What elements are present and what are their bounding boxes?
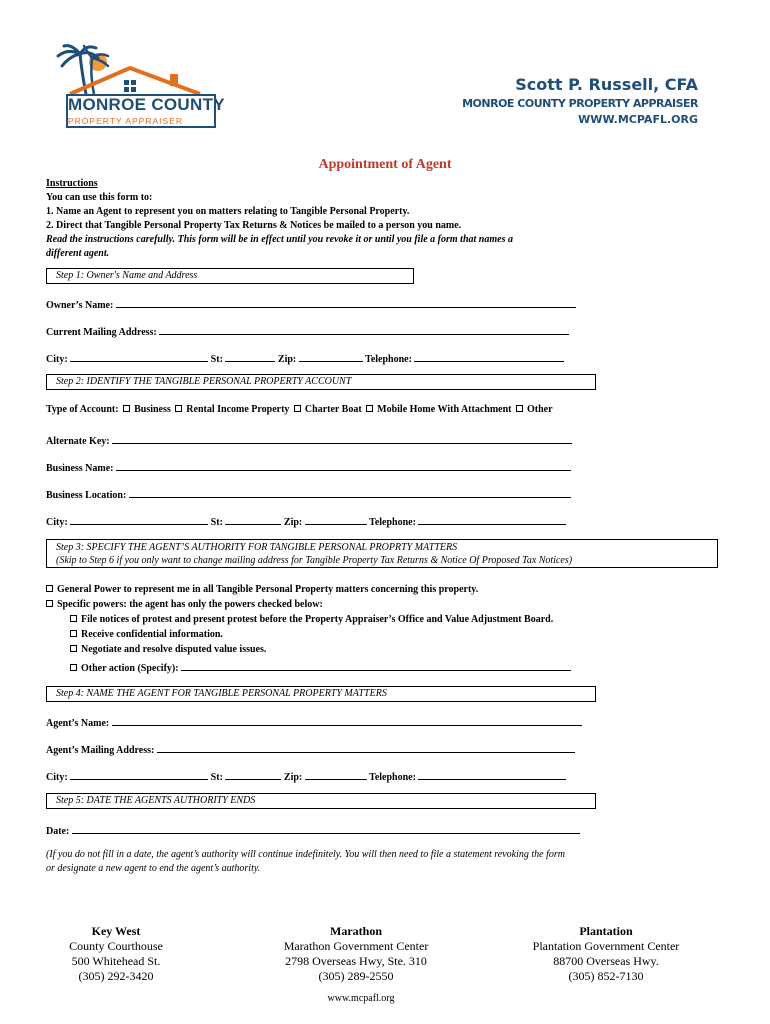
agent-name-label: Agent’s Name: bbox=[46, 718, 110, 729]
agent-name-row bbox=[46, 714, 582, 729]
telephone-label: Telephone: bbox=[369, 517, 416, 528]
instructions-line: 1. Name an Agent to represent you on matters relating to Tangible Personal Property. bbox=[46, 206, 410, 217]
date-label: Date: bbox=[46, 826, 70, 837]
step5-note-line: (If you do not fill in a date, the agent’s authority will continue indefinitely. You will then need to file a statement revoking the form bbox=[46, 849, 566, 860]
step2-city-row bbox=[46, 513, 566, 528]
other-option: Other bbox=[527, 404, 553, 415]
mailing-address-row bbox=[46, 323, 569, 338]
business-name-row bbox=[46, 459, 571, 474]
office-phone: (305) 292-3420 bbox=[78, 969, 154, 983]
office-line: 500 Whitehead St. bbox=[71, 954, 161, 968]
protest-checkbox[interactable] bbox=[70, 615, 77, 622]
telephone-label: Telephone: bbox=[369, 772, 416, 783]
general-power-checkbox[interactable] bbox=[46, 585, 53, 592]
mobile-home-checkbox[interactable] bbox=[366, 405, 373, 412]
step4-city-row bbox=[46, 768, 566, 783]
step5-note-line: or designate a new agent to end the agent’s authority. bbox=[46, 863, 261, 874]
step5-note bbox=[46, 848, 736, 876]
confidential-label: Receive confidential information. bbox=[81, 629, 223, 640]
office-phone: (305) 289-2550 bbox=[318, 969, 394, 983]
form-title: Appointment of Agent bbox=[318, 157, 452, 172]
specific-powers-row bbox=[46, 599, 323, 610]
power-protest-row bbox=[70, 614, 553, 625]
mailing-address-field[interactable] bbox=[159, 323, 569, 335]
power-confidential-row bbox=[70, 629, 223, 640]
account-type-row bbox=[46, 404, 553, 415]
city-label: City: bbox=[46, 354, 68, 365]
office-line: County Courthouse bbox=[69, 939, 163, 953]
agent-address-field[interactable] bbox=[157, 741, 575, 753]
state-label: St: bbox=[210, 354, 223, 365]
protest-label: File notices of protest and present protest before the Property Appraiser’s Office and Value Adjustment Board. bbox=[81, 614, 554, 625]
owner-name-field[interactable] bbox=[116, 296, 576, 308]
agent-address-label: Agent’s Mailing Address: bbox=[46, 745, 155, 756]
instructions-heading: Instructions bbox=[46, 178, 98, 189]
business-name-field[interactable] bbox=[116, 459, 571, 471]
agent-name-field[interactable] bbox=[112, 714, 582, 726]
charter-boat-option: Charter Boat bbox=[304, 404, 362, 415]
rental-income-checkbox[interactable] bbox=[175, 405, 182, 412]
telephone-field[interactable] bbox=[418, 513, 566, 525]
other-checkbox[interactable] bbox=[516, 405, 523, 412]
power-other-row bbox=[70, 659, 571, 674]
business-location-label: Business Location: bbox=[46, 490, 127, 501]
telephone-label: Telephone: bbox=[365, 354, 412, 365]
mailing-address-label: Current Mailing Address: bbox=[46, 327, 157, 338]
telephone-field[interactable] bbox=[418, 768, 566, 780]
state-label: St: bbox=[210, 772, 223, 783]
logo-name: MONROE COUNTY bbox=[68, 95, 225, 114]
office-line: Plantation Government Center bbox=[532, 939, 680, 953]
city-label: City: bbox=[46, 517, 68, 528]
agent-address-row bbox=[46, 741, 575, 756]
city-field[interactable] bbox=[70, 513, 208, 525]
city-field[interactable] bbox=[70, 350, 208, 362]
step3-subtitle: (Skip to Step 6 if you only want to change mailing address for Tangible Property Tax Returns & Notice Of Proposed Tax Notices) bbox=[56, 555, 573, 566]
mobile-home-option: Mobile Home With Attachment bbox=[377, 404, 512, 415]
business-location-field[interactable] bbox=[129, 486, 571, 498]
appraiser-title: MONROE COUNTY PROPERTY APPRAISER bbox=[462, 97, 698, 110]
other-action-label: Other action (Specify): bbox=[81, 663, 179, 674]
business-name-label: Business Name: bbox=[46, 463, 114, 474]
business-location-row bbox=[46, 486, 571, 501]
step5-header: Step 5: DATE THE AGENTS AUTHORITY ENDS bbox=[46, 793, 596, 809]
office-city: Marathon bbox=[330, 924, 382, 938]
alternate-key-field[interactable] bbox=[112, 432, 572, 444]
zip-field[interactable] bbox=[305, 513, 367, 525]
charter-boat-checkbox[interactable] bbox=[294, 405, 301, 412]
date-row bbox=[46, 822, 580, 837]
general-power-label: General Power to represent me in all Tangible Personal Property matters concerning this property. bbox=[57, 584, 479, 595]
logo-subtitle: PROPERTY APPRAISER bbox=[68, 116, 183, 126]
instructions-line: You can use this form to: bbox=[46, 192, 153, 203]
zip-label: Zip: bbox=[283, 517, 303, 528]
step1-header: Step 1: Owner's Name and Address bbox=[46, 268, 414, 284]
alternate-key-row bbox=[46, 432, 572, 447]
office-line: Marathon Government Center bbox=[283, 939, 429, 953]
zip-label: Zip: bbox=[277, 354, 297, 365]
confidential-checkbox[interactable] bbox=[70, 630, 77, 637]
header-website-link[interactable]: WWW.MCPAFL.ORG bbox=[578, 113, 698, 126]
owner-name-row bbox=[46, 296, 576, 311]
other-action-field[interactable] bbox=[181, 659, 571, 671]
telephone-field[interactable] bbox=[414, 350, 564, 362]
business-checkbox[interactable] bbox=[123, 405, 130, 412]
instructions bbox=[46, 177, 736, 261]
state-field[interactable] bbox=[225, 350, 275, 362]
business-option: Business bbox=[134, 404, 171, 415]
zip-field[interactable] bbox=[299, 350, 363, 362]
negotiate-checkbox[interactable] bbox=[70, 645, 77, 652]
instructions-line: 2. Direct that Tangible Personal Property Tax Returns & Notices be mailed to a person you name. bbox=[46, 220, 462, 231]
office-city: Plantation bbox=[579, 924, 633, 938]
state-field[interactable] bbox=[225, 513, 281, 525]
zip-label: Zip: bbox=[283, 772, 303, 783]
state-label: St: bbox=[210, 517, 223, 528]
step2-header: Step 2: IDENTIFY THE TANGIBLE PERSONAL PROPERTY ACCOUNT bbox=[46, 374, 596, 390]
office-key-west bbox=[40, 924, 192, 984]
specific-powers-checkbox[interactable] bbox=[46, 600, 53, 607]
specific-powers-label: Specific powers: the agent has only the powers checked below: bbox=[57, 599, 323, 610]
other-action-checkbox[interactable] bbox=[70, 664, 77, 671]
instructions-note: different agent. bbox=[46, 248, 110, 259]
office-city: Key West bbox=[91, 924, 141, 938]
city-field[interactable] bbox=[70, 768, 208, 780]
office-marathon bbox=[256, 924, 456, 984]
step3-title: Step 3: SPECIFY THE AGENT’S AUTHORITY FOR TANGIBLE PERSONAL PROPRTY MATTERS bbox=[56, 542, 458, 553]
step3-header bbox=[46, 539, 718, 568]
account-type-label: Type of Account: bbox=[46, 404, 119, 415]
city-label: City: bbox=[46, 772, 68, 783]
office-phone: (305) 852-7130 bbox=[568, 969, 644, 983]
power-negotiate-row bbox=[70, 644, 266, 655]
alternate-key-label: Alternate Key: bbox=[46, 436, 110, 447]
rental-income-option: Rental Income Property bbox=[186, 404, 290, 415]
appraiser-name: Scott P. Russell, CFA bbox=[515, 75, 698, 94]
zip-field[interactable] bbox=[305, 768, 367, 780]
general-power-row bbox=[46, 584, 478, 595]
office-plantation bbox=[516, 924, 696, 984]
office-line: 88700 Overseas Hwy. bbox=[553, 954, 659, 968]
instructions-note: Read the instructions carefully. This form will be in effect until you revoke it or until you file a form that names a bbox=[46, 234, 513, 245]
footer-url-link[interactable]: www.mcpafl.org bbox=[327, 993, 395, 1004]
date-field[interactable] bbox=[72, 822, 580, 834]
owner-name-label: Owner’s Name: bbox=[46, 300, 114, 311]
step1-city-row bbox=[46, 350, 564, 365]
negotiate-label: Negotiate and resolve disputed value issues. bbox=[81, 644, 267, 655]
office-line: 2798 Overseas Hwy, Ste. 310 bbox=[285, 954, 427, 968]
step4-header: Step 4: NAME THE AGENT FOR TANGIBLE PERSONAL PROPERTY MATTERS bbox=[46, 686, 596, 702]
state-field[interactable] bbox=[225, 768, 281, 780]
